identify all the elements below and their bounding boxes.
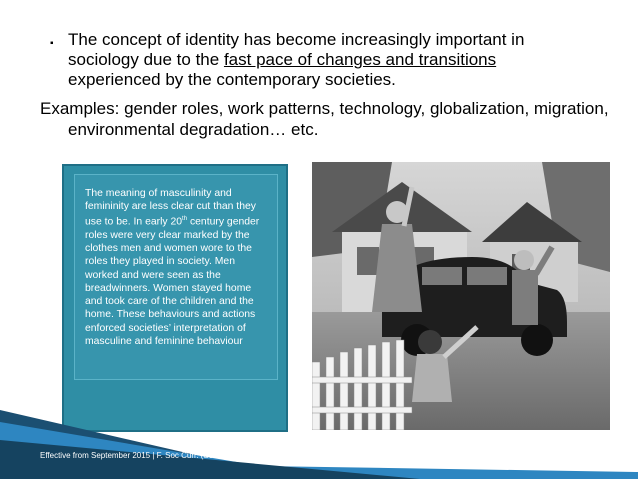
gender-roles-textbox xyxy=(62,164,288,432)
intro-line-3: experienced by the contemporary societies. xyxy=(68,70,396,89)
footer-text: Effective from September 2015 | F. Soc Curr. (Sociology) xyxy=(40,451,241,460)
intro-line-2-prefix: sociology due to the xyxy=(68,50,224,69)
intro-bullet xyxy=(50,30,610,90)
bullet-marker-icon: ▪ xyxy=(50,38,54,49)
family-waving-photo-icon xyxy=(312,162,610,430)
intro-line-1: The concept of identity has become increasingly important in xyxy=(68,30,525,49)
textbox-superscript: th xyxy=(182,216,188,223)
gender-roles-text xyxy=(74,174,278,380)
examples-paragraph: Examples: gender roles, work patterns, technology, globalization, migration, environmental degradation… etc. xyxy=(40,99,609,139)
textbox-text-part2: century gender roles were very clear marked by the clothes men and women wore to the roles they played in society. Men worked and were seen as the breadwinners. Women stayed home and took care of the children and the home. These behaviours and actions enforced societies’ interpretation of masculine and feminine behaviour xyxy=(85,216,260,347)
intro-line-2-underlined: fast pace of changes and transitions xyxy=(223,50,497,69)
textbox-text-part1: The meaning of masculinity and femininity are less clear cut than they use to be. In early 20 xyxy=(85,188,256,228)
family-photo xyxy=(312,162,610,430)
footer-swoosh xyxy=(0,400,638,479)
intro-bullet-text xyxy=(68,30,610,90)
